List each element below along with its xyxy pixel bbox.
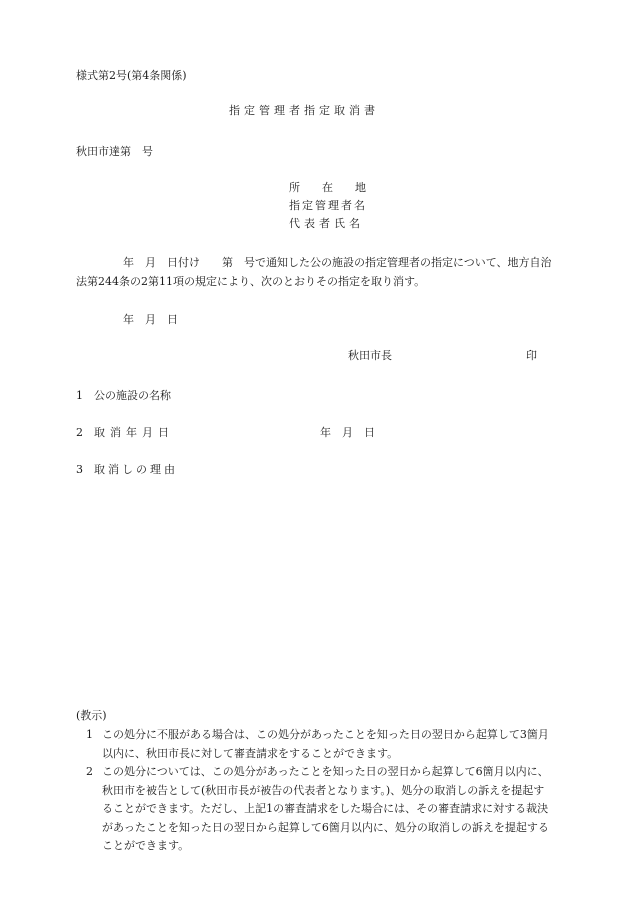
manager-name-label: 指定管理者名 [289, 199, 367, 212]
form-number: 様式第2号(第4条関係) [76, 69, 187, 82]
issue-date: 年 月 日 [123, 313, 178, 326]
body-paragraph: 年 月 日付け 第 号で通知した公の施設の指定管理者の指定について、地方自治法第244条の2第11項の規定により、次のとおりその指定を取り消す。 [76, 256, 552, 288]
document-number: 秋田市達第 号 [76, 145, 153, 158]
document-title: 指定管理者指定取消書 [229, 104, 379, 117]
notice-item-number: 1 [86, 728, 93, 741]
item-number: 3 [76, 463, 83, 476]
seal-mark: 印 [526, 349, 537, 362]
representative-label: 代表者氏名 [289, 217, 364, 230]
notice-item-text: この処分に不服がある場合は、この処分があったことを知った日の翌日から起算して3箇月以内に、秋田市長に対して審査請求をすることができます。 [102, 728, 549, 760]
notice-list [76, 726, 552, 856]
issuer-name: 秋田市長 [348, 349, 392, 362]
item-label: 取消年月日 [94, 426, 174, 439]
item-label: 公の施設の名称 [94, 389, 171, 402]
notice-item [76, 763, 552, 856]
item-value: 年 月 日 [320, 426, 375, 439]
item-number: 2 [76, 426, 83, 439]
item-label: 取消しの理由 [94, 463, 178, 476]
notice-item [76, 726, 552, 763]
notice-heading: (教示) [76, 709, 107, 722]
notice-item-number: 2 [86, 765, 93, 778]
notice-item-text: この処分については、この処分があったことを知った日の翌日から起算して6箇月以内に、秋田市を被告として(秋田市長が被告の代表者となります。)、処分の取消しの訴えを提起することができます。ただし、上記1の審査請求をした場合には、その審査請求に対する裁決があったことを知った日の翌日から起算して6箇月以内に、処分の取消しの訴えを提起することができます。 [102, 765, 549, 852]
location-label: 所 在 地 [289, 181, 366, 194]
item-number: 1 [76, 389, 83, 402]
